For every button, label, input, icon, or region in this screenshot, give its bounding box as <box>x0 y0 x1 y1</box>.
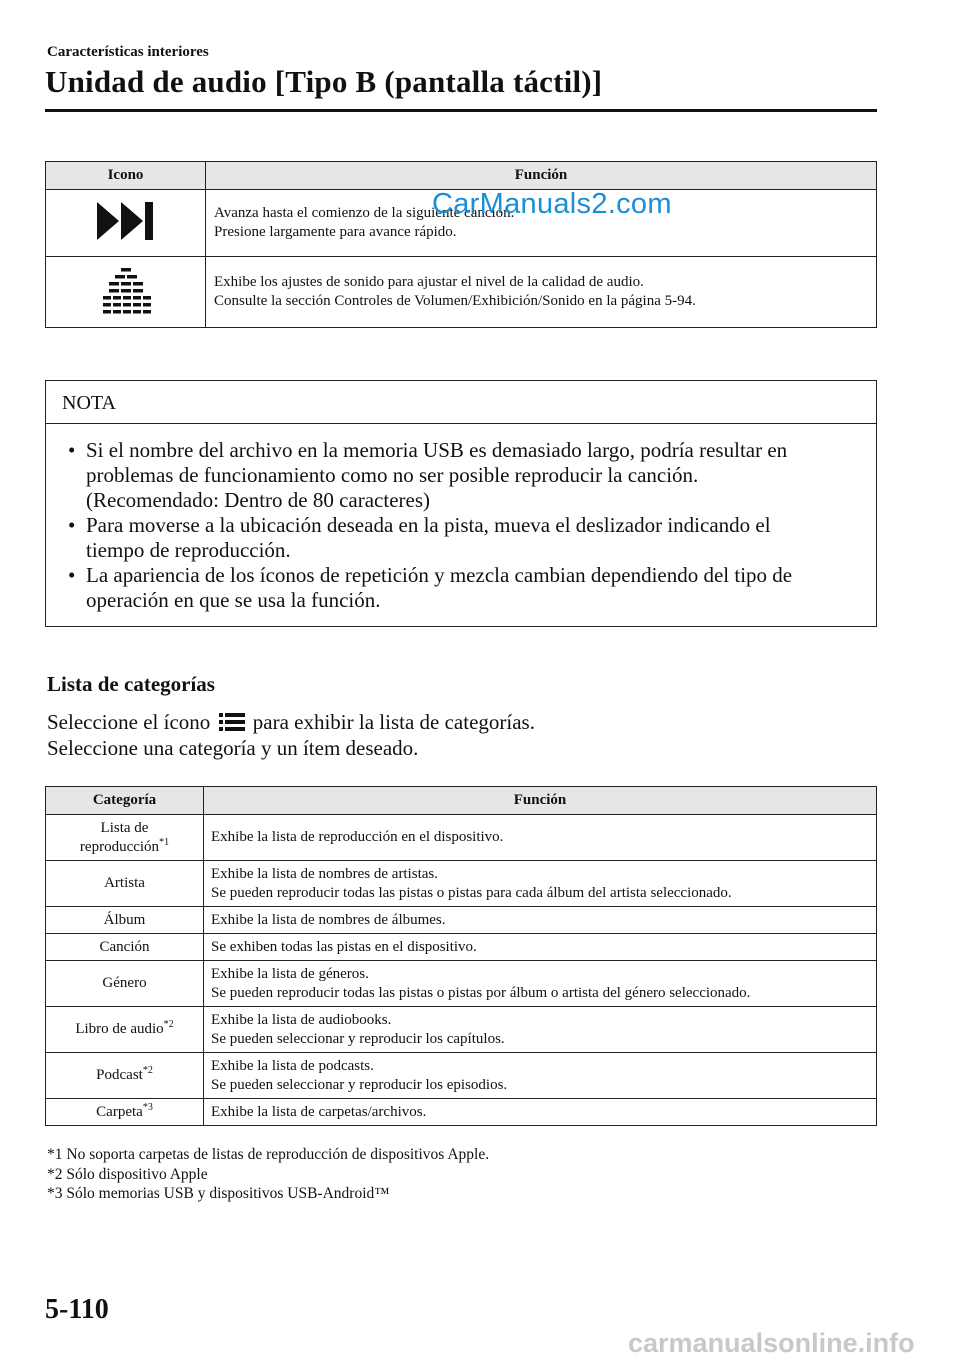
footnotes <box>47 1145 489 1204</box>
footnote-marker: *2 <box>163 1019 174 1030</box>
category-cell: Libro de audio$^{*2}$ <box>46 1007 204 1053</box>
list-icon <box>219 712 245 732</box>
function-cell <box>204 934 877 961</box>
function-line: Se exhiben todas las pistas en el dispositivo. <box>211 938 477 955</box>
table-row <box>46 815 877 861</box>
section-label: Características interiores <box>47 44 209 60</box>
category-cell: Álbum <box>46 907 204 934</box>
category-line: reproducción$^{*1}$ <box>79 836 170 855</box>
instruction-text: Seleccione el ícono <box>47 710 211 734</box>
function-line: Avanza hasta el comienzo de la siguiente canción. <box>214 205 515 221</box>
bullet-icon: • <box>68 438 76 462</box>
title-divider <box>45 109 877 112</box>
function-line: Exhibe la lista de reproducción en el dispositivo. <box>211 829 504 845</box>
note-box <box>45 380 877 627</box>
bullet-icon: • <box>68 563 76 587</box>
bullet-icon: • <box>68 513 76 537</box>
function-line: Exhibe la lista de audiobooks. <box>211 1011 392 1028</box>
note-list <box>46 424 876 613</box>
function-line: Consulte la sección Controles de Volumen/Exhibición/Sonido en la página 5-94. <box>214 293 696 309</box>
function-cell <box>204 1007 877 1053</box>
note-line: (Recomendado: Dentro de 80 caracteres) <box>86 488 430 512</box>
category-cell <box>46 815 204 861</box>
function-cell <box>204 815 877 861</box>
note-item <box>68 563 856 613</box>
page-title: Unidad de audio [Tipo B (pantalla táctil)] <box>45 64 603 99</box>
function-cell <box>206 257 877 328</box>
icon-cell <box>46 257 206 328</box>
table-header-row <box>46 787 877 815</box>
function-line: Exhibe la lista de géneros. <box>211 965 369 982</box>
function-line: Se pueden reproducir todas las pistas o pistas por álbum o artista del género seleccionado. <box>211 984 751 1001</box>
table-row <box>46 907 877 934</box>
header-icon: Icono <box>46 162 206 190</box>
table-header-row <box>46 162 877 190</box>
table-row <box>46 1007 877 1053</box>
category-list-heading: Lista de categorías <box>47 672 215 696</box>
table-row <box>46 861 877 907</box>
note-title: NOTA <box>46 381 876 424</box>
note-line: La apariencia de los íconos de repetición y mezcla cambian dependiendo del tipo de <box>86 563 793 587</box>
function-cell <box>204 861 877 907</box>
note-item <box>68 438 856 513</box>
instruction-paragraph <box>47 709 535 735</box>
icon-cell <box>46 190 206 257</box>
function-line: Exhibe la lista de carpetas/archivos. <box>211 1103 427 1120</box>
table-row <box>46 1099 877 1126</box>
instruction-paragraph: Seleccione una categoría y un ítem deseado. <box>47 736 419 760</box>
function-line: Se pueden seleccionar y reproducir los episodios. <box>211 1076 508 1093</box>
instruction-text: para exhibir la lista de categorías. <box>252 710 535 734</box>
function-line: Presione largamente para avance rápido. <box>214 224 457 240</box>
note-line: tiempo de reproducción. <box>86 538 291 562</box>
watermark-bottom: carmanualsonline.info <box>628 1328 915 1358</box>
function-line: Se pueden reproducir todas las pistas o pistas para cada álbum del artista seleccionado. <box>211 884 732 901</box>
footnote: *1 No soporta carpetas de listas de reproducción de dispositivos Apple. <box>47 1146 490 1163</box>
category-table <box>45 786 877 1126</box>
function-cell <box>204 1099 877 1126</box>
note-line: Para moverse a la ubicación deseada en la pista, mueva el deslizador indicando el <box>86 513 771 537</box>
header-function: Función <box>206 162 877 190</box>
function-cell <box>204 907 877 934</box>
footnote: *3 Sólo memorias USB y dispositivos USB-Android™ <box>47 1185 390 1202</box>
note-item <box>68 513 856 563</box>
function-line: Se pueden seleccionar y reproducir los capítulos. <box>211 1030 505 1047</box>
function-line: Exhibe la lista de nombres de artistas. <box>211 865 439 882</box>
table-row <box>46 961 877 1007</box>
category-cell: Carpeta$^{*3}$ <box>46 1099 204 1126</box>
function-line: Exhibe los ajustes de sonido para ajustar el nivel de la calidad de audio. <box>214 274 644 290</box>
sound-settings-icon <box>99 266 153 314</box>
note-line: operación en que se usa la función. <box>86 588 381 612</box>
header-category: Categoría <box>46 787 204 815</box>
table-row <box>46 934 877 961</box>
category-cell: Podcast$^{*2}$ <box>46 1053 204 1099</box>
note-line: problemas de funcionamiento como no ser posible reproducir la canción. <box>86 463 699 487</box>
page-number: 5-110 <box>45 1294 109 1325</box>
function-cell <box>204 961 877 1007</box>
function-cell <box>204 1053 877 1099</box>
function-line: Exhibe la lista de podcasts. <box>211 1057 374 1074</box>
table-row <box>46 257 877 328</box>
function-line: Exhibe la lista de nombres de álbumes. <box>211 911 446 928</box>
note-line: Si el nombre del archivo en la memoria USB es demasiado largo, podría resultar en <box>86 438 788 462</box>
skip-forward-icon <box>95 200 157 242</box>
icon-function-table <box>45 161 877 328</box>
watermark-top: CarManuals2.com <box>432 188 672 220</box>
footnote-marker: *1 <box>159 836 170 848</box>
table-row <box>46 1053 877 1099</box>
category-cell: Canción <box>46 934 204 961</box>
category-line: Lista de <box>100 819 149 836</box>
footnote-marker: *2 <box>142 1065 153 1076</box>
footnote-marker: *3 <box>142 1101 153 1113</box>
footnote: *2 Sólo dispositivo Apple <box>47 1165 208 1183</box>
category-cell: Género <box>46 961 204 1007</box>
header-function: Función <box>204 787 877 815</box>
category-cell: Artista <box>46 861 204 907</box>
